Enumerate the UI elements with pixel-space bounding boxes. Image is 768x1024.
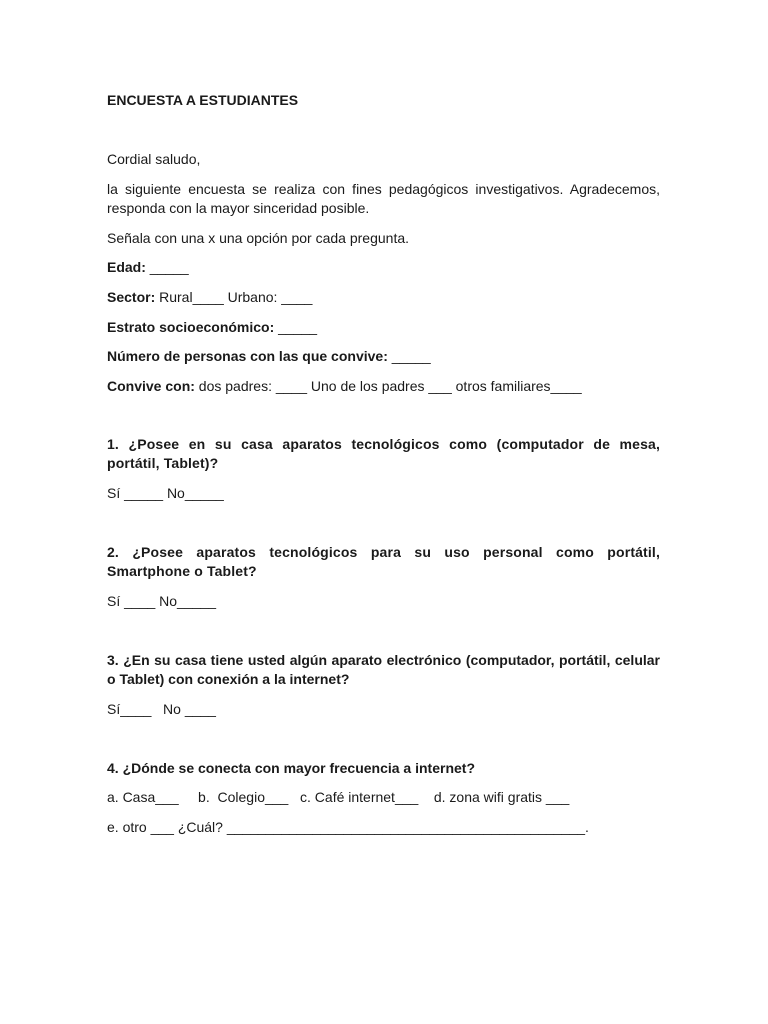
instruction: Señala con una x una opción por cada pregunta. bbox=[107, 230, 410, 246]
intro-paragraph: la siguiente encuesta se realiza con fines pedagógicos investigativos. Agradecemos, responda con la mayor sinceridad posible. bbox=[107, 181, 660, 216]
field-estrato-label: Estrato socioeconómico: bbox=[107, 319, 275, 335]
field-estrato-blank: _____ bbox=[274, 319, 318, 335]
question-1: 1. ¿Posee en su casa aparatos tecnológicos como (computador de mesa, portátil, Tablet)? bbox=[107, 436, 660, 471]
field-edad bbox=[107, 258, 660, 277]
question-4-options-line1: a. Casa___ b. Colegio___ c. Café internet___ d. zona wifi gratis ___ bbox=[107, 789, 570, 805]
field-personas-blank: _____ bbox=[387, 348, 431, 364]
question-3-answer: Sí____ No ____ bbox=[107, 701, 216, 717]
survey-title: ENCUESTA A ESTUDIANTES bbox=[107, 92, 299, 108]
field-personas-label: Número de personas con las que convive: bbox=[107, 348, 388, 364]
question-2: 2. ¿Posee aparatos tecnológicos para su uso personal como portátil, Smartphone o Tablet? bbox=[107, 544, 660, 579]
question-4: 4. ¿Dónde se conecta con mayor frecuencia a internet? bbox=[107, 760, 475, 776]
question-4-options-line2: e. otro ___ ¿Cuál? ______________________________________________. bbox=[107, 819, 589, 835]
field-sector-value: Rural____ Urbano: ____ bbox=[155, 289, 313, 305]
field-convive-label: Convive con: bbox=[107, 378, 195, 394]
greeting: Cordial saludo, bbox=[107, 151, 201, 167]
field-convive-value: dos padres: ____ Uno de los padres ___ otros familiares____ bbox=[194, 378, 582, 394]
field-convive bbox=[107, 377, 660, 396]
field-edad-blank: _____ bbox=[145, 259, 189, 275]
field-estrato bbox=[107, 318, 660, 337]
field-sector-label: Sector: bbox=[107, 289, 156, 305]
question-2-answer: Sí ____ No_____ bbox=[107, 593, 216, 609]
question-1-answer: Sí _____ No_____ bbox=[107, 485, 224, 501]
field-personas bbox=[107, 347, 660, 366]
field-edad-label: Edad: bbox=[107, 259, 146, 275]
question-3: 3. ¿En su casa tiene usted algún aparato electrónico (computador, portátil, celular o Tablet) con conexión a la internet? bbox=[107, 652, 660, 687]
field-sector bbox=[107, 288, 660, 307]
